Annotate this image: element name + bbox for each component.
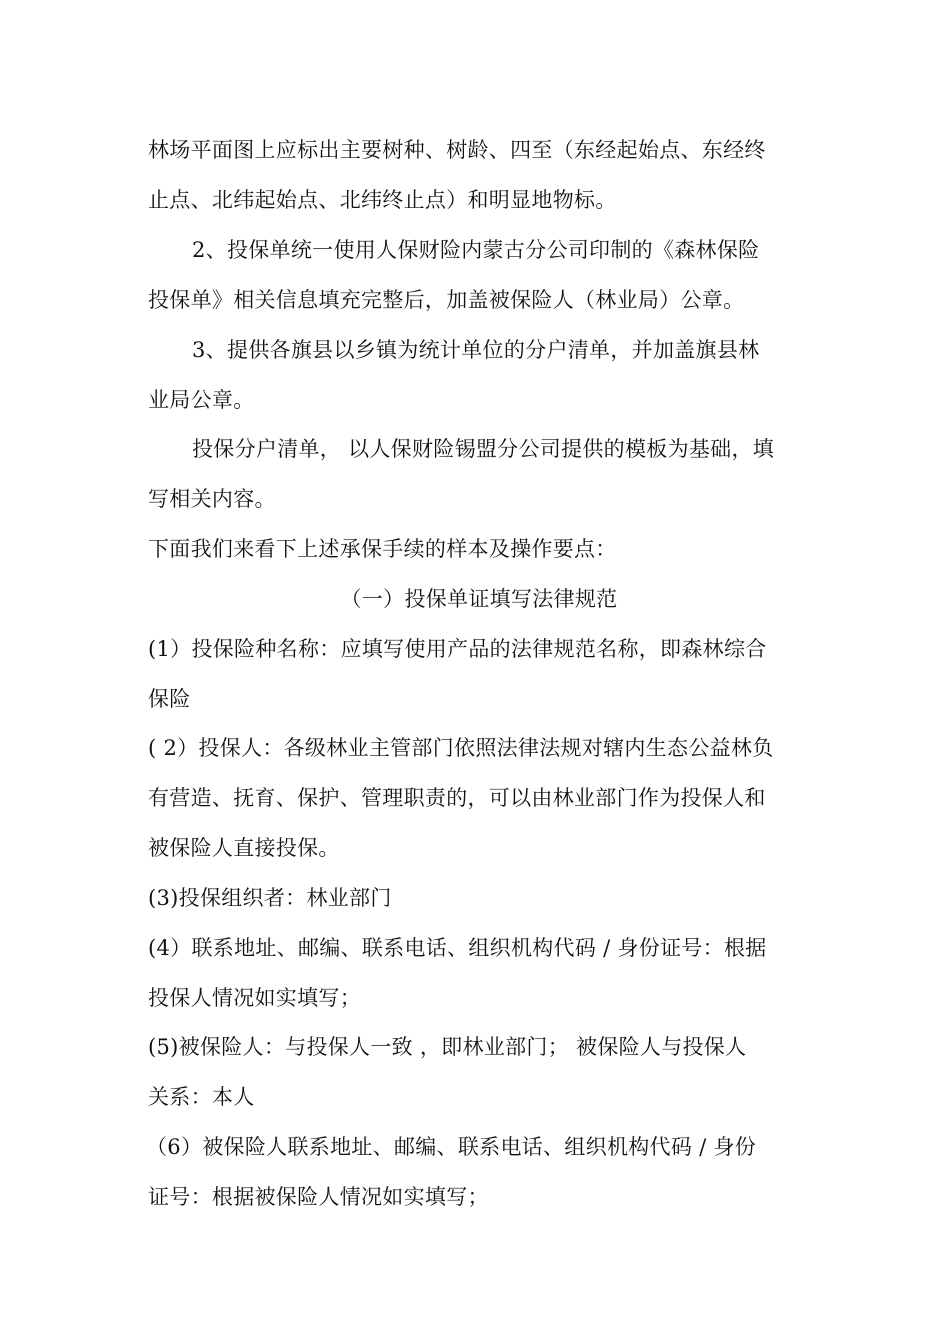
text-line-6: 业局公章。 xyxy=(148,388,255,412)
text-line-22: 证号：根据被保险人情况如实填写； xyxy=(148,1185,489,1209)
text-line-11: (1）投保险种名称：应填写使用产品的法律规范名称，即森林综合 xyxy=(148,637,767,661)
text-line-16: (3)投保组织者：林业部门 xyxy=(148,886,392,910)
text-line-3: 2、投保单统一使用人保财险内蒙古分公司印制的《森林保险 xyxy=(192,238,760,262)
text-line-12: 保险 xyxy=(148,687,191,711)
text-line-20: 关系：本人 xyxy=(148,1085,255,1109)
section-heading: （一）投保单证填写法律规范 xyxy=(340,587,618,611)
text-line-18: 投保人情况如实填写； xyxy=(148,986,361,1010)
text-line-5: 3、提供各旗县以乡镇为统计单位的分户清单，并加盖旗县林 xyxy=(192,338,760,362)
text-line-17: (4）联系地址、邮编、联系电话、组织机构代码 / 身份证号：根据 xyxy=(148,936,767,960)
text-line-2: 止点、北纬起始点、北纬终止点）和明显地物标。 xyxy=(148,188,617,212)
text-line-14: 有营造、抚育、保护、管理职责的，可以由林业部门作为投保人和 xyxy=(148,786,766,810)
text-line-8: 写相关内容。 xyxy=(148,487,276,511)
text-line-21: （6）被保险人联系地址、邮编、联系电话、组织机构代码 / 身份 xyxy=(146,1135,757,1159)
text-line-7: 投保分户清单， 以人保财险锡盟分公司提供的模板为基础，填 xyxy=(192,437,775,461)
text-line-1: 林场平面图上应标出主要树种、树龄、四至（东经起始点、东经终 xyxy=(148,138,766,162)
text-line-9: 下面我们来看下上述承保手续的样本及操作要点： xyxy=(148,537,617,561)
text-line-4: 投保单》相关信息填充完整后，加盖被保险人（林业局）公章。 xyxy=(148,288,745,312)
text-line-15: 被保险人直接投保。 xyxy=(148,836,340,860)
text-line-13: ( 2）投保人：各级林业主管部门依照法律法规对辖内生态公益林负 xyxy=(148,736,774,760)
text-line-19: (5)被保险人：与投保人一致 ，即林业部门； 被保险人与投保人 xyxy=(148,1035,747,1059)
